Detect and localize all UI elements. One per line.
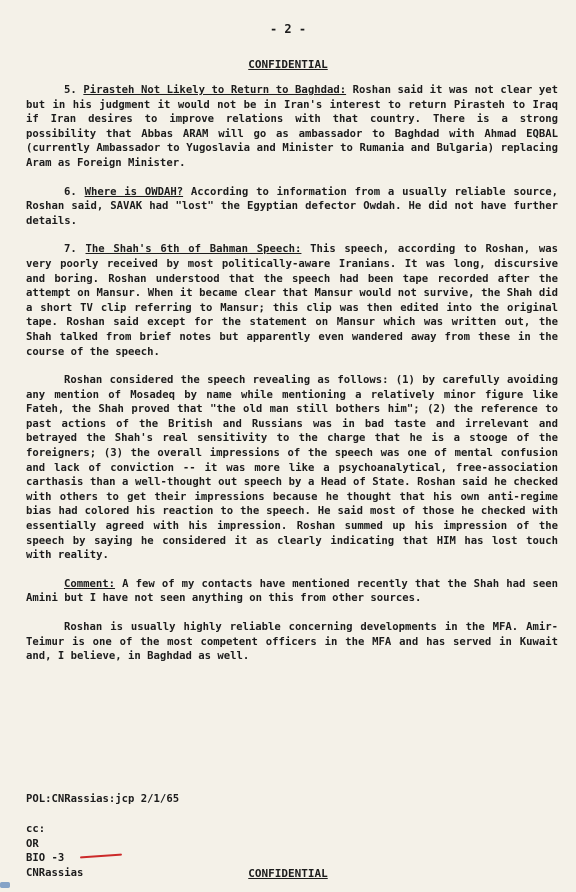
paragraph-7-heading: The Shah's 6th of Bahman Speech: xyxy=(85,243,302,256)
paragraph-6-heading: Where is OWDAH? xyxy=(84,185,184,198)
paragraph-5-text: Roshan said it was not clear yet but in his judgment it would not be in Iran's interest to return Pirasteh to Iraq if Iran desires to improve relations with that country. There is a strong possibility that Abbas ARAM will go as ambassador to Baghdad with Ahmad EQBAL (currently Ambassador to Yugoslavia and Minister to Rumania and Bulgaria) replacing Aram as Foreign Minister. xyxy=(26,84,558,169)
paragraph-comment xyxy=(26,577,558,606)
paragraph-7-number: 7. xyxy=(64,243,77,256)
paragraph-6-number: 6. xyxy=(64,185,77,198)
cc-label: cc: xyxy=(26,823,46,835)
paragraph-speech-analysis xyxy=(26,373,558,563)
drafter-line: POL:CNRassias:jcp 2/1/65 xyxy=(26,793,180,805)
classification-header-text: CONFIDENTIAL xyxy=(248,58,328,71)
paragraph-reliability xyxy=(26,620,558,664)
paragraph-speech-analysis-text: Roshan considered the speech revealing as follows: (1) by carefully avoiding any mention of Mosadeq by name while mentioning a relatively minor figure like Fateh, the Shah proved that "the old man still bothers him"; (2) the reference to past actions of the British and Russians was in bad taste and irrelevant and betrayed the Shah's real sensitivity to the charge that he is a stooge of the foreigners; (3) the overall impressions of the speech was one of mental confusion and lack of conviction -- it was more like a psychoanalytical, free-association carthasis than a well-thought out speech by a Head of State. Roshan said he checked with others to get their impressions because he thought that his own anti-regime bias had colored his reaction to the speech. He said most of those he checked with essentially agreed with his impression. Roshan summed up his impression of the speech by saying he considered it as clearly indicating that HIM has lost touch with reality. xyxy=(26,374,558,562)
paragraph-6-text: According to information from a usually reliable source, Roshan said, SAVAK had "lost" the Egyptian defector Owdah. He did not have further details. xyxy=(26,185,559,227)
memo-body xyxy=(26,83,558,678)
blue-ink-speck xyxy=(0,882,10,888)
paragraph-5-number: 5. xyxy=(64,84,77,96)
cc-item-or: OR xyxy=(26,837,39,850)
paragraph-6 xyxy=(26,185,558,229)
comment-text: A few of my contacts have mentioned recently that the Shah had seen Amini but I have not seen anything on this from other sources. xyxy=(26,577,558,605)
paragraph-5-heading: Pirasteh Not Likely to Return to Baghdad: xyxy=(83,84,347,96)
paragraph-7 xyxy=(26,242,558,359)
paragraph-7-text: This speech, according to Roshan, was very poorly received by most politically-aware Iranians. It was long, discursive and boring. Roshan understood that the speech had been tape recorded after the attempt on Mansur. When it became clear that Mansur would not survive, the Shah did a short TV clip referring to Mansur; this clip was then edited into the original tape. Roshan said except for the statement on Mansur which was written out, the Shah talked from brief notes but apparently even wandered away from these in the course of the speech. xyxy=(26,243,558,358)
page-number: - 2 - xyxy=(269,22,307,36)
cc-item-bio: BIO -3 xyxy=(26,852,65,865)
comment-heading: Comment: xyxy=(64,577,116,590)
classification-header xyxy=(0,58,576,71)
classification-footer xyxy=(0,867,576,880)
red-pen-mark xyxy=(80,854,122,859)
paragraph-reliability-text: Roshan is usually highly reliable concerning developments in the MFA. Amir-Teimur is one of the most competent officers in the MFA and has served in Kuwait and, I believe, in Baghdad as well. xyxy=(26,621,558,663)
classification-footer-text: CONFIDENTIAL xyxy=(248,867,328,880)
cc-item-rassias: CNRassias xyxy=(26,866,84,879)
paragraph-5 xyxy=(26,83,558,171)
